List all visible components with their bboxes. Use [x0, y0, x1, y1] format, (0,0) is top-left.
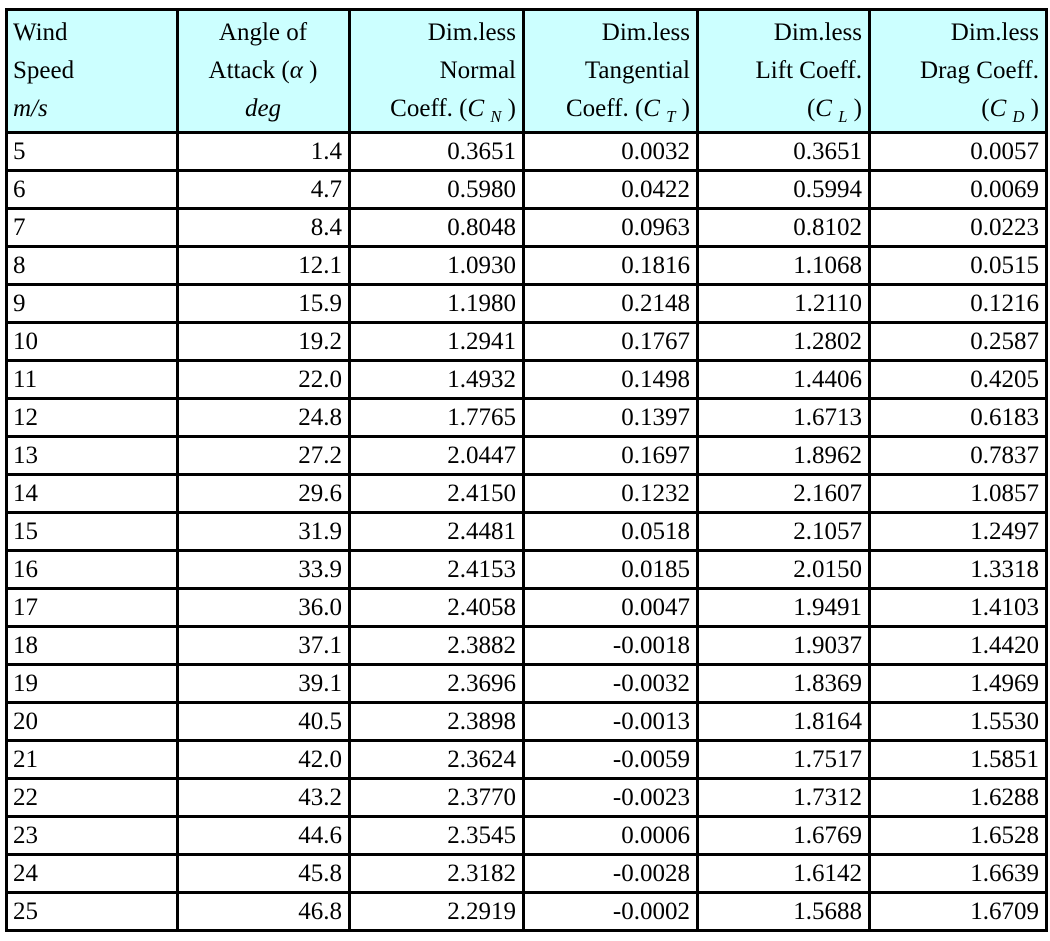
table-cell: 1.6639 [870, 855, 1047, 893]
table-cell: 31.9 [178, 513, 350, 551]
table-cell: 4.7 [178, 171, 350, 209]
table-cell: 8 [7, 247, 178, 285]
table-cell: 0.0032 [524, 133, 698, 171]
table-cell: 9 [7, 285, 178, 323]
table-cell: 2.3545 [350, 817, 524, 855]
table-cell: 0.1697 [524, 437, 698, 475]
table-cell: 37.1 [178, 627, 350, 665]
header-line: Dim.less [950, 19, 1039, 46]
table-row [7, 665, 1047, 703]
table-cell: 21 [7, 741, 178, 779]
table-row [7, 247, 1047, 285]
table-cell: 0.2148 [524, 285, 698, 323]
table-cell: 22 [7, 779, 178, 817]
table-cell: 10 [7, 323, 178, 361]
table-row [7, 703, 1047, 741]
table-cell: 1.4969 [870, 665, 1047, 703]
table-cell: 0.5994 [698, 171, 870, 209]
table-cell: 2.3182 [350, 855, 524, 893]
column-header-angle-of-attack [178, 10, 350, 133]
table-cell: 5 [7, 133, 178, 171]
table-cell: -0.0023 [524, 779, 698, 817]
table-cell: 0.3651 [350, 133, 524, 171]
header-line: (C $_D$ ) [981, 95, 1039, 126]
table-cell: 7 [7, 209, 178, 247]
table-cell: 2.1607 [698, 475, 870, 513]
table-cell: 2.4150 [350, 475, 524, 513]
table-cell: 1.7312 [698, 779, 870, 817]
table-cell: 2.3898 [350, 703, 524, 741]
header-line: (C $_L$ ) [806, 95, 862, 126]
table-cell: 2.4481 [350, 513, 524, 551]
table-row [7, 893, 1047, 931]
table-row [7, 855, 1047, 893]
table-cell: 16 [7, 551, 178, 589]
table-cell: 2.4153 [350, 551, 524, 589]
table-row [7, 627, 1047, 665]
table-cell: 24 [7, 855, 178, 893]
table-cell: 42.0 [178, 741, 350, 779]
table-cell: 0.1816 [524, 247, 698, 285]
table-cell: 0.7837 [870, 437, 1047, 475]
table-cell: 1.6709 [870, 893, 1047, 931]
table-cell: 15.9 [178, 285, 350, 323]
table-cell: 13 [7, 437, 178, 475]
table-cell: 20 [7, 703, 178, 741]
column-header-normal-coeff [350, 10, 524, 133]
table-cell: 1.1068 [698, 247, 870, 285]
table-cell: 11 [7, 361, 178, 399]
table-cell: 2.4058 [350, 589, 524, 627]
table-cell: 33.9 [178, 551, 350, 589]
table-cell: 1.2110 [698, 285, 870, 323]
header-line: Coeff. (C $_N$ ) [390, 95, 516, 126]
table-cell: 19.2 [178, 323, 350, 361]
table-cell: 0.0223 [870, 209, 1047, 247]
table-row [7, 741, 1047, 779]
table-cell: 0.2587 [870, 323, 1047, 361]
column-header-wind-speed [7, 10, 178, 133]
table-cell: 22.0 [178, 361, 350, 399]
table-cell: -0.0013 [524, 703, 698, 741]
table-cell: 0.0185 [524, 551, 698, 589]
header-line: m/s [13, 95, 48, 122]
table-row [7, 513, 1047, 551]
table-cell: 1.6713 [698, 399, 870, 437]
table-cell: 1.4103 [870, 589, 1047, 627]
table-cell: 1.4420 [870, 627, 1047, 665]
table-cell: 2.1057 [698, 513, 870, 551]
header-line: Drag Coeff. [920, 57, 1039, 84]
table-cell: 0.0006 [524, 817, 698, 855]
column-header-drag-coeff [870, 10, 1047, 133]
table-cell: 1.6528 [870, 817, 1047, 855]
table-cell: 2.3696 [350, 665, 524, 703]
table-cell: 1.4 [178, 133, 350, 171]
table-cell: 1.5688 [698, 893, 870, 931]
header-line: Angle of [218, 19, 308, 46]
table-cell: 1.4932 [350, 361, 524, 399]
table-cell: 1.2802 [698, 323, 870, 361]
table-cell: 1.3318 [870, 551, 1047, 589]
table-cell: 0.1397 [524, 399, 698, 437]
table-cell: 1.4406 [698, 361, 870, 399]
header-line: Dim.less [601, 19, 690, 46]
table-cell: 0.0069 [870, 171, 1047, 209]
table-cell: 8.4 [178, 209, 350, 247]
header-line: Normal [439, 57, 516, 84]
table-cell: 6 [7, 171, 178, 209]
worksheet-region [0, 8, 1050, 932]
table-cell: 0.0518 [524, 513, 698, 551]
table-cell: -0.0028 [524, 855, 698, 893]
table-row [7, 551, 1047, 589]
table-cell: 45.8 [178, 855, 350, 893]
table-cell: 1.2497 [870, 513, 1047, 551]
table-cell: 12 [7, 399, 178, 437]
header-line: Lift Coeff. [755, 57, 862, 84]
table-cell: 0.0047 [524, 589, 698, 627]
table-row [7, 209, 1047, 247]
table-cell: 15 [7, 513, 178, 551]
table-cell: 1.5530 [870, 703, 1047, 741]
table-cell: 1.6769 [698, 817, 870, 855]
table-cell: 2.2919 [350, 893, 524, 931]
table-cell: 0.8102 [698, 209, 870, 247]
table-row [7, 589, 1047, 627]
table-cell: 1.9491 [698, 589, 870, 627]
header-line: Wind [13, 19, 68, 46]
table-cell: 27.2 [178, 437, 350, 475]
table-row [7, 817, 1047, 855]
table-cell: 0.0963 [524, 209, 698, 247]
table-cell: 24.8 [178, 399, 350, 437]
table-cell: 1.6288 [870, 779, 1047, 817]
table-cell: 18 [7, 627, 178, 665]
table-row [7, 437, 1047, 475]
table-row [7, 399, 1047, 437]
table-cell: 1.9037 [698, 627, 870, 665]
table-cell: 0.3651 [698, 133, 870, 171]
table-row [7, 133, 1047, 171]
table-cell: 0.1232 [524, 475, 698, 513]
table-cell: 1.7765 [350, 399, 524, 437]
table-body [7, 133, 1047, 931]
table-cell: 0.1498 [524, 361, 698, 399]
table-cell: -0.0032 [524, 665, 698, 703]
table-cell: 1.5851 [870, 741, 1047, 779]
table-cell: 1.2941 [350, 323, 524, 361]
table-row [7, 475, 1047, 513]
column-header-lift-coeff [698, 10, 870, 133]
table-cell: -0.0018 [524, 627, 698, 665]
table-cell: 0.1767 [524, 323, 698, 361]
table-cell: -0.0059 [524, 741, 698, 779]
table-cell: 36.0 [178, 589, 350, 627]
table-cell: 44.6 [178, 817, 350, 855]
header-line: Dim.less [427, 19, 516, 46]
table-cell: 0.8048 [350, 209, 524, 247]
table-row [7, 323, 1047, 361]
table-cell: 12.1 [178, 247, 350, 285]
table-row [7, 779, 1047, 817]
table-cell: 40.5 [178, 703, 350, 741]
table-cell: 0.0422 [524, 171, 698, 209]
header-line: deg [244, 95, 282, 122]
table-cell: 2.3882 [350, 627, 524, 665]
table-cell: 2.0150 [698, 551, 870, 589]
table-row [7, 361, 1047, 399]
table-cell: 1.8962 [698, 437, 870, 475]
table-cell: 0.4205 [870, 361, 1047, 399]
header-line: Coeff. (C $_T$ ) [566, 95, 690, 126]
table-cell: 43.2 [178, 779, 350, 817]
table-cell: 0.0515 [870, 247, 1047, 285]
table-cell: 0.1216 [870, 285, 1047, 323]
table-cell: -0.0002 [524, 893, 698, 931]
table-cell: 2.3770 [350, 779, 524, 817]
column-header-tangential-coeff [524, 10, 698, 133]
table-cell: 2.0447 [350, 437, 524, 475]
header-row [7, 10, 1047, 133]
table-row [7, 285, 1047, 323]
table-cell: 46.8 [178, 893, 350, 931]
table-cell: 25 [7, 893, 178, 931]
table-cell: 1.1980 [350, 285, 524, 323]
table-cell: 29.6 [178, 475, 350, 513]
header-line: Speed [13, 57, 75, 84]
table-cell: 1.7517 [698, 741, 870, 779]
header-line: Tangential [584, 57, 690, 84]
table-cell: 1.0930 [350, 247, 524, 285]
table-cell: 23 [7, 817, 178, 855]
table-cell: 1.8369 [698, 665, 870, 703]
table-cell: 2.3624 [350, 741, 524, 779]
table-cell: 1.0857 [870, 475, 1047, 513]
table-cell: 0.5980 [350, 171, 524, 209]
table-cell: 1.6142 [698, 855, 870, 893]
table-row [7, 171, 1047, 209]
table-cell: 0.0057 [870, 133, 1047, 171]
header-line: Attack (α ) [208, 57, 318, 84]
table-cell: 39.1 [178, 665, 350, 703]
aerodynamic-coefficients-table [5, 8, 1048, 932]
table-cell: 1.8164 [698, 703, 870, 741]
table-cell: 19 [7, 665, 178, 703]
header-line: Dim.less [773, 19, 862, 46]
table-cell: 14 [7, 475, 178, 513]
table-cell: 17 [7, 589, 178, 627]
table-cell: 0.6183 [870, 399, 1047, 437]
